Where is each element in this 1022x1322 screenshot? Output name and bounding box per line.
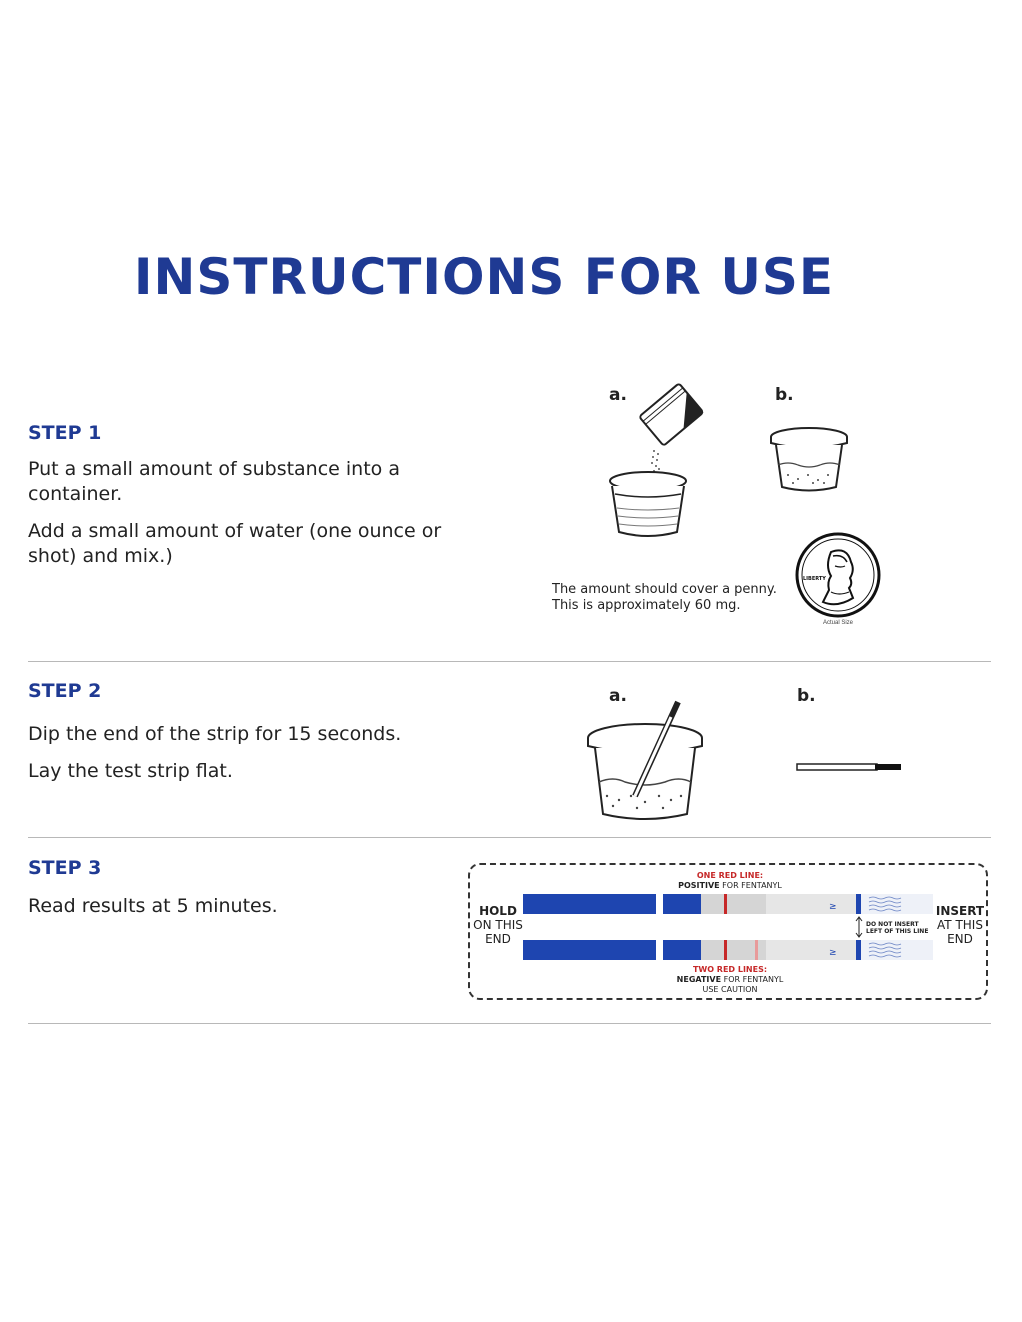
penny-note (552, 582, 777, 614)
hold-rest-1: ON THIS (473, 918, 523, 932)
do-not-insert-line-1: DO NOT INSERT (866, 921, 919, 928)
negative-caption-strong: NEGATIVE (676, 975, 722, 984)
negative-caption (640, 965, 820, 995)
insert-label (933, 904, 987, 946)
negative-caption-rest: FOR FENTANYL (721, 975, 784, 984)
insert-strong: INSERT (935, 904, 985, 918)
step-2-label-b: b. (797, 686, 816, 706)
actual-size-note: Actual Size (822, 620, 853, 626)
penny-note-line-1: The amount should cover a penny. (552, 582, 777, 597)
step-2-label-a: a. (609, 686, 627, 706)
divider-3 (28, 1023, 991, 1024)
step-1-title: STEP 1 (28, 422, 102, 444)
penny-liberty-text: LIBERTY (803, 576, 826, 582)
do-not-insert-line-2: LEFT OF THIS LINE (866, 928, 929, 935)
positive-caption (640, 871, 820, 891)
hold-rest-2: END (485, 932, 511, 946)
negative-caption-line-3: USE CAUTION (702, 985, 758, 994)
divider-1 (28, 661, 991, 662)
flat-test-strip-icon (796, 763, 902, 772)
step-1-label-a: a. (609, 385, 627, 405)
svg-text:≥: ≥ (829, 948, 837, 958)
covered-cup-icon (768, 425, 850, 495)
negative-test-line-1 (724, 940, 727, 960)
svg-text:≥: ≥ (829, 902, 837, 912)
penny-note-line-2: This is approximately 60 mg. (552, 598, 741, 613)
positive-strip (523, 894, 933, 914)
divider-2 (28, 837, 991, 838)
insert-rest-1: AT THIS (937, 918, 983, 932)
step-1-line-1: Put a small amount of substance into a container. (28, 458, 400, 505)
do-not-insert-note (866, 921, 928, 935)
positive-caption-rest: FOR FENTANYL (719, 881, 782, 890)
step-2-line-1: Dip the end of the strip for 15 seconds. (28, 723, 402, 745)
hold-strong: HOLD (479, 904, 517, 918)
cup-icon (607, 470, 689, 542)
positive-caption-red: ONE RED LINE: (696, 871, 764, 880)
positive-caption-strong: POSITIVE (678, 881, 720, 890)
positive-test-line (724, 894, 727, 914)
negative-caption-line (640, 975, 820, 985)
positive-caption-line (640, 881, 820, 891)
negative-strip (523, 940, 933, 960)
step-3-line-1: Read results at 5 minutes. (28, 895, 278, 917)
negative-caption-red: TWO RED LINES: (692, 965, 768, 974)
step-3-title: STEP 3 (28, 857, 102, 879)
pouring-bag-icon (630, 378, 720, 448)
step-1-label-b: b. (775, 385, 794, 405)
page-title: INSTRUCTIONS FOR USE (133, 248, 835, 306)
cup-with-strip-icon (585, 700, 707, 824)
negative-test-line-2 (755, 940, 758, 960)
step-2-line-2: Lay the test strip flat. (28, 760, 233, 782)
do-not-insert-arrow-icon (855, 916, 863, 938)
penny-icon (795, 532, 881, 618)
hold-label (471, 904, 525, 946)
insert-rest-2: END (947, 932, 973, 946)
step-2-title: STEP 2 (28, 680, 102, 702)
step-1-line-2: Add a small amount of water (one ounce or shot) and mix.) (28, 520, 442, 567)
